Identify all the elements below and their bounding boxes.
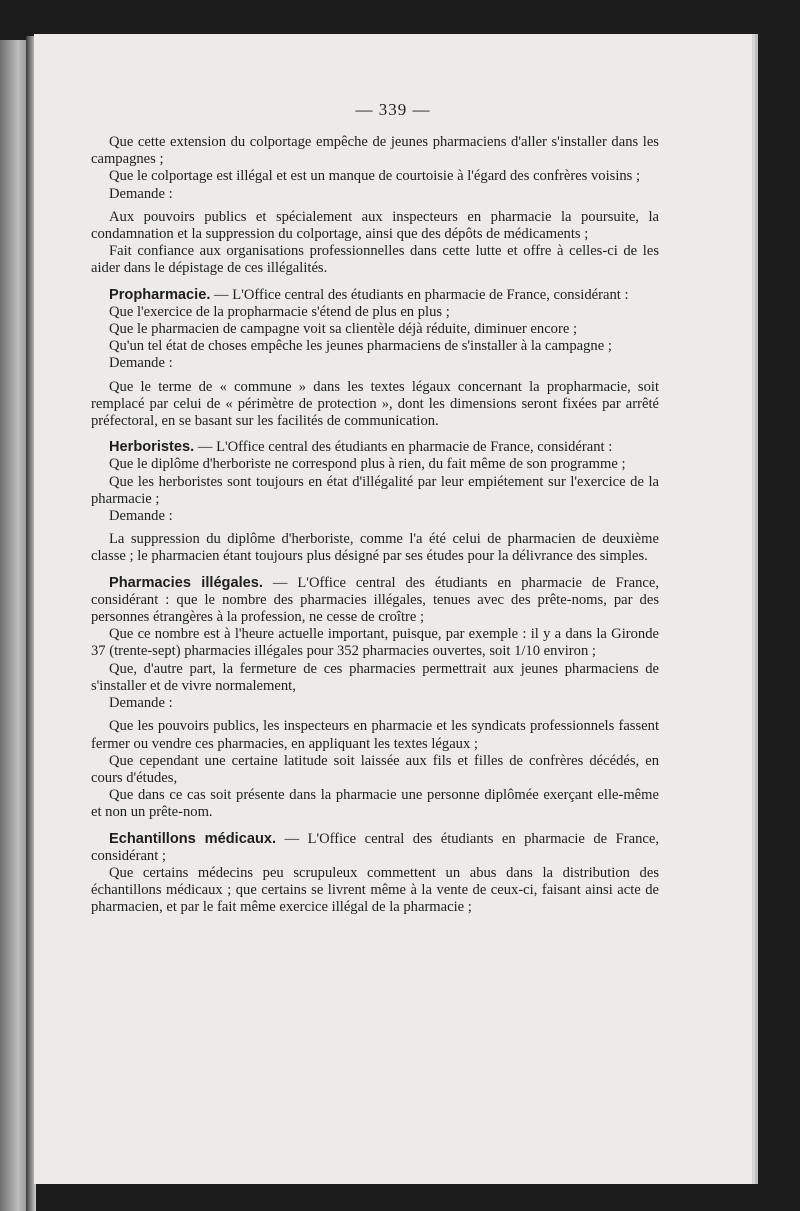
- paragraph: La suppression du diplôme d'herboriste, comme l'a été celui de pharmacien de deuxième classe ; le pharmacien étant toujours plus désigné par ses études pour la délivrance des simples.: [91, 531, 659, 565]
- body-text: [91, 134, 659, 917]
- demande-label: Demande :: [109, 695, 173, 712]
- paragraph: Que les herboristes sont toujours en état d'illégalité par leur empiétement sur l'exercice de la pharmacie ;: [91, 473, 659, 507]
- paragraph: Que ce nombre est à l'heure actuelle important, puisque, par exemple : il y a dans la Gironde 37 (trente-sept) pharmacies illégales pour 352 pharmacies ouvertes, soit 1/10 environ ;: [91, 626, 659, 660]
- paragraph: Que dans ce cas soit présente dans la pharmacie une personne diplômée exerçant elle-même et non un prête-nom.: [91, 787, 659, 821]
- section-echantillons: [91, 831, 659, 865]
- section-heading: Herboristes.: [109, 439, 195, 456]
- paragraph: Que, d'autre part, la fermeture de ces pharmacies permettrait aux jeunes pharmaciens de s'installer et de vivre normalement,: [91, 660, 659, 694]
- paragraph: Que les pouvoirs publics, les inspecteurs en pharmacie et les syndicats professionnels fassent fermer ou vendre ces pharmacies, en appliquant les textes légaux ;: [91, 718, 659, 752]
- demande-label: Demande :: [109, 355, 173, 372]
- demande-label: Demande :: [109, 185, 173, 202]
- paragraph: Que cependant une certaine latitude soit laissée aux fils et filles de confrères décédés, en cours d'études,: [91, 752, 659, 786]
- right-page-edge: [752, 38, 758, 1183]
- paragraph: Que le diplôme d'herboriste ne correspond plus à rien, du fait même de son programme ;: [109, 456, 626, 473]
- section-propharmacie: [91, 287, 659, 304]
- section-pharmacies-illegales: [91, 575, 659, 627]
- paragraph: Fait confiance aux organisations professionnelles dans cette lutte et offre à celles-ci de les aider dans le dépistage de ces illégalités.: [91, 243, 659, 277]
- paragraph: Que le terme de « commune » dans les textes légaux concernant la propharmacie, soit remplacé par celui de « périmètre de protection », dont les dimensions seront fixées par arrêté préfectoral, en se basant sur les facilités de communication.: [91, 378, 659, 430]
- demande-label: Demande :: [109, 508, 173, 525]
- page-number: — 339 —: [355, 100, 431, 119]
- paragraph: Que certains médecins peu scrupuleux commettent un abus dans la distribution des échantillons médicaux ; que certains se livrent même à la vente de ceux-ci, faisant ainsi acte de pharmacien, et par le fait même exercice illégal de la pharmacie ;: [91, 864, 659, 916]
- section-heading: Pharmacies illégales.: [109, 574, 263, 591]
- section-heading: Echantillons médicaux.: [109, 830, 277, 847]
- paragraph: Qu'un tel état de choses empêche les jeunes pharmaciens de s'installer à la campagne ;: [109, 338, 612, 355]
- section-lead: — L'Office central des étudiants en pharmacie de France, considérant : que le nombre des pharmacies illégales, tenues avec des prête-noms, par des personnes étrangères à la profession, ne cesse de croître ;: [91, 574, 659, 626]
- section-herboristes: [91, 439, 659, 456]
- paragraph: Que l'exercice de la propharmacie s'étend de plus en plus ;: [109, 303, 450, 320]
- document-page: [34, 34, 752, 1184]
- section-lead: — L'Office central des étudiants en pharmacie de France, considérant :: [210, 286, 629, 303]
- section-heading: Propharmacie.: [109, 286, 211, 303]
- section-lead: — L'Office central des étudiants en pharmacie de France, considérant ;: [91, 830, 659, 864]
- paragraph: Que le pharmacien de campagne voit sa clientèle déjà réduite, diminuer encore ;: [109, 321, 578, 338]
- paragraph: Que cette extension du colportage empêche de jeunes pharmaciens d'aller s'installer dans les campagnes ;: [91, 134, 659, 168]
- section-lead: — L'Office central des étudiants en pharmacie de France, considérant :: [194, 439, 613, 456]
- paragraph: Aux pouvoirs publics et spécialement aux inspecteurs en pharmacie la poursuite, la condamnation et la suppression du colportage, ainsi que des dépôts de médicaments ;: [91, 208, 659, 243]
- paragraph: Que le colportage est illégal et est un manque de courtoisie à l'égard des confrères voisins ;: [109, 168, 641, 185]
